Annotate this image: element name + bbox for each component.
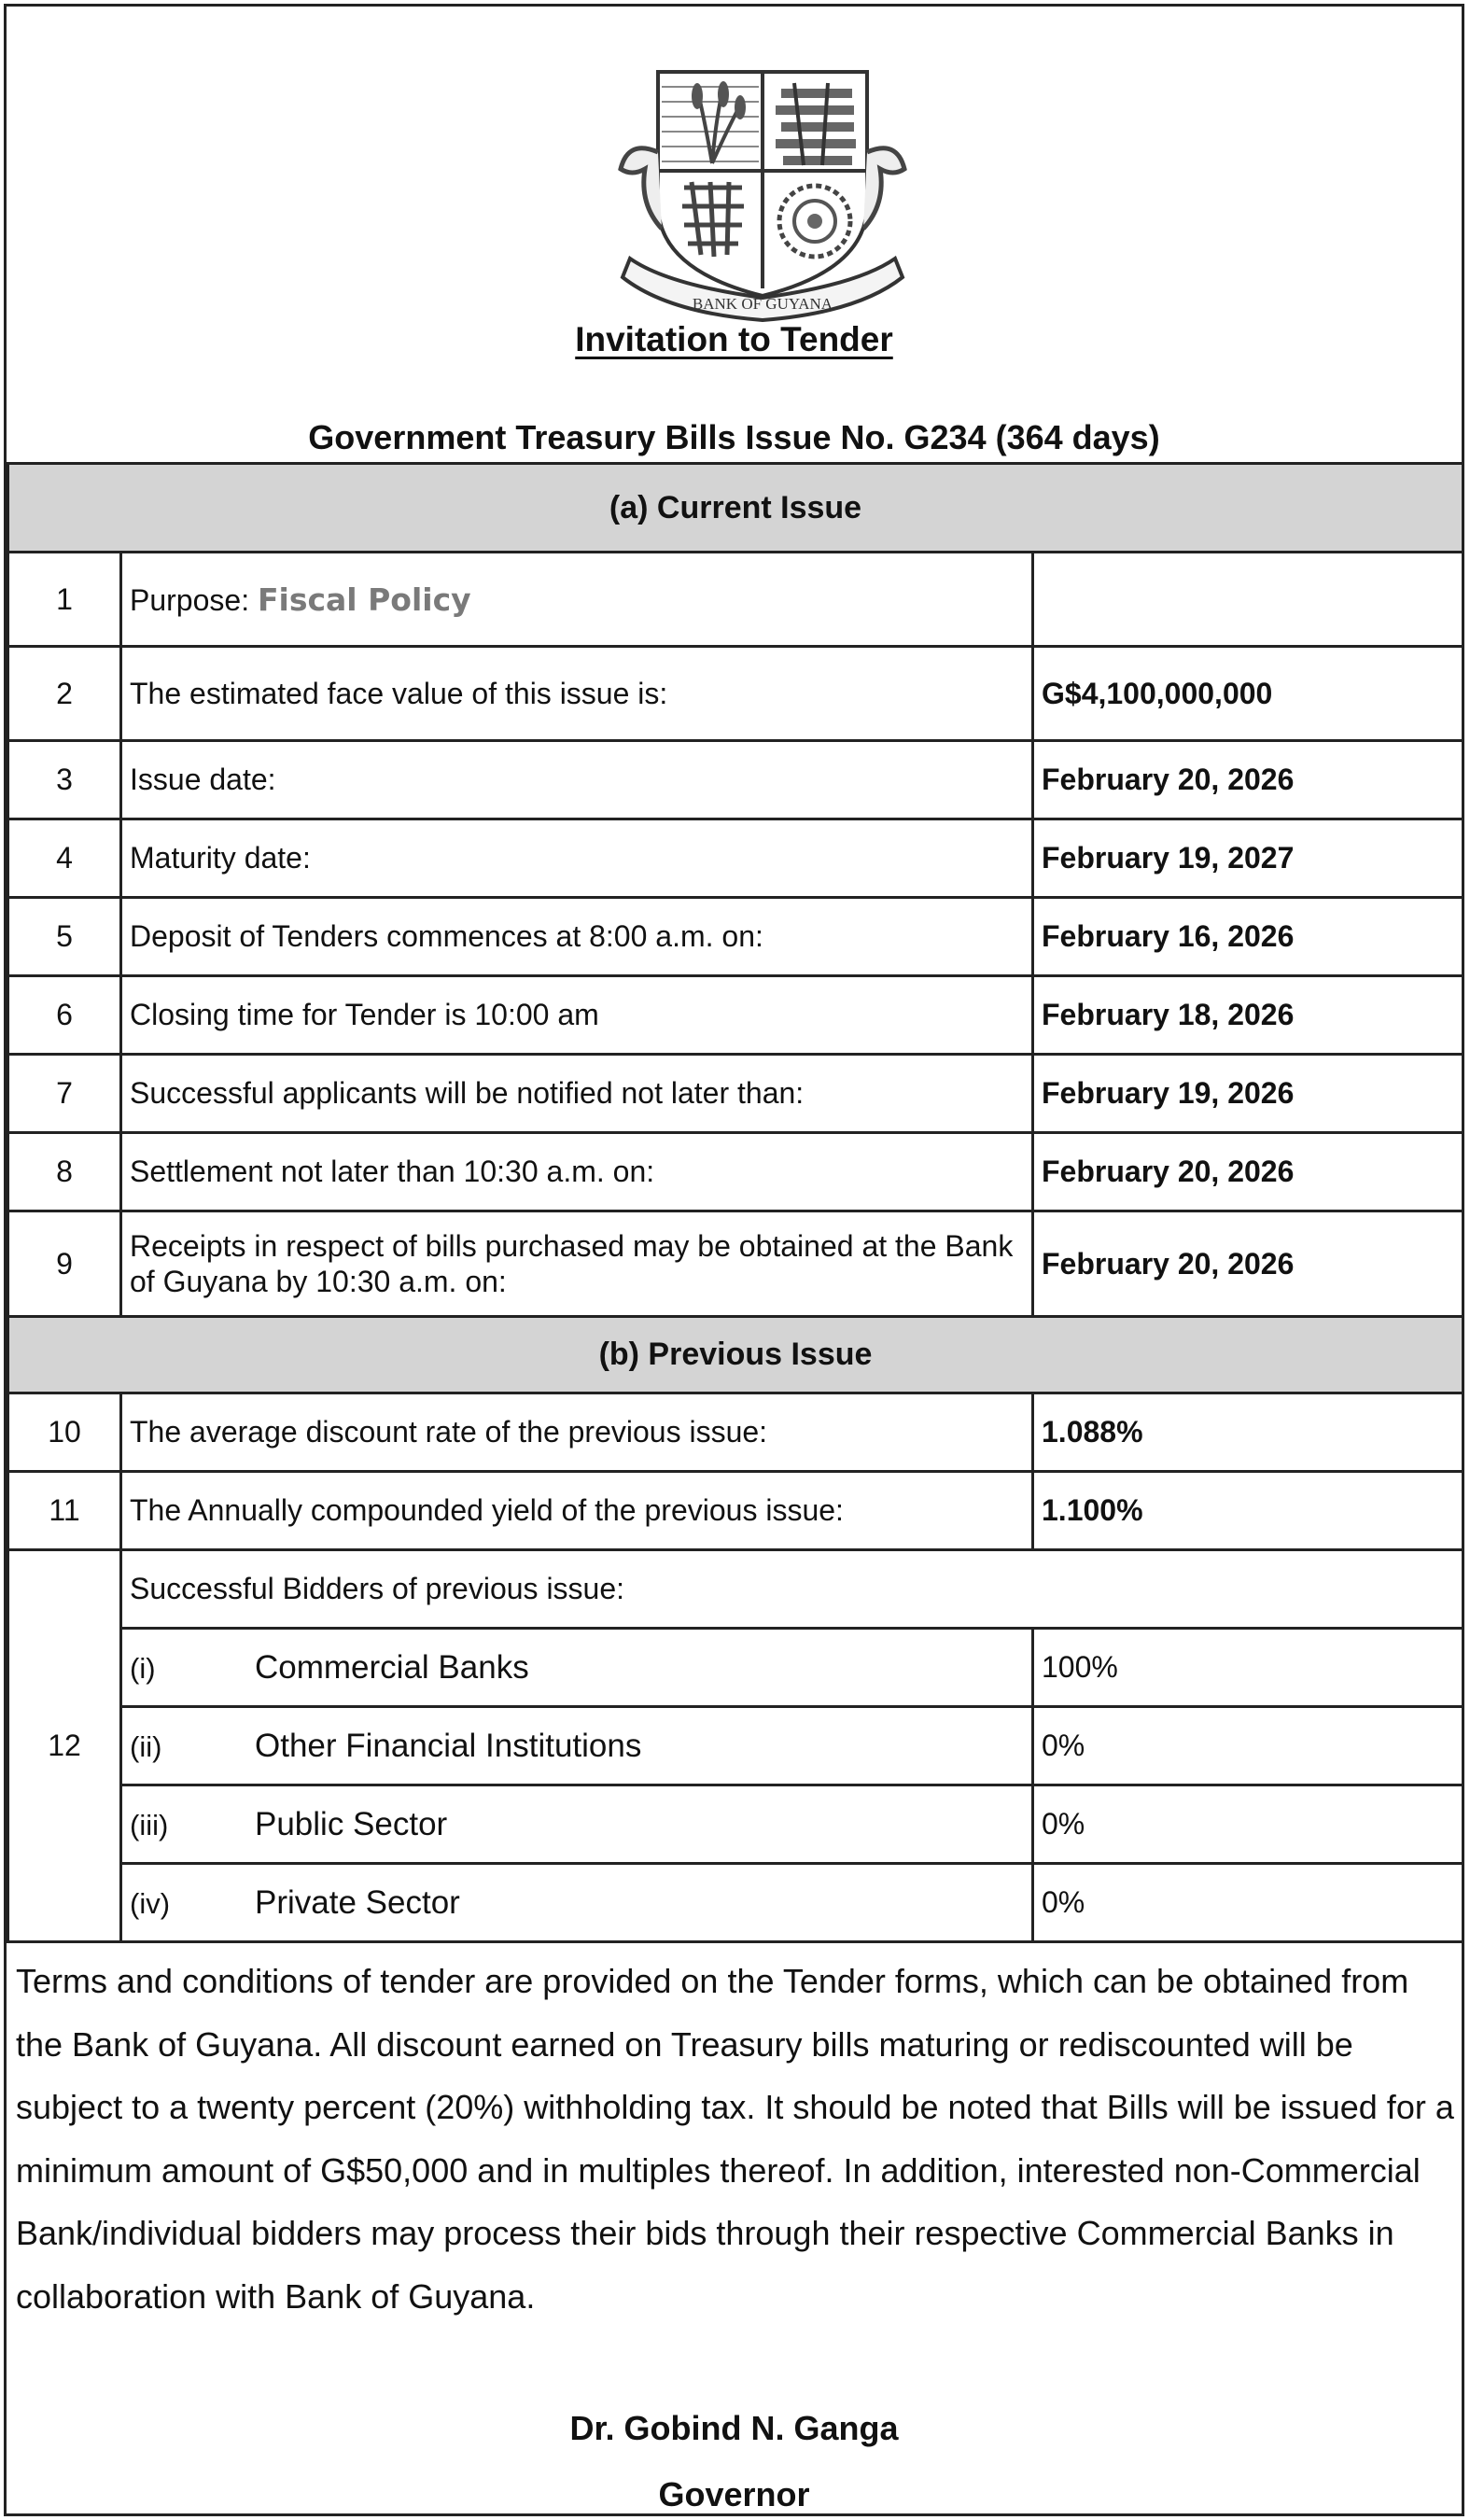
table-row [8, 1550, 1463, 1629]
table-row [8, 647, 1463, 741]
bidder-share: 100% [1033, 1629, 1463, 1707]
bidder-name: Private Sector [255, 1883, 460, 1921]
crest-motto: BANK OF GUYANA [692, 295, 833, 313]
table-row [8, 1133, 1463, 1211]
row-label: Successful applicants will be notified not later than: [121, 1055, 1033, 1133]
bidder-share: 0% [1033, 1864, 1463, 1942]
row-label: Closing time for Tender is 10:00 am [121, 976, 1033, 1055]
tender-details-table [7, 462, 1464, 1943]
row-label: The average discount rate of the previous issue: [121, 1393, 1033, 1472]
row-value: G$4,100,000,000 [1033, 647, 1463, 741]
table-row [8, 1055, 1463, 1133]
row-number: 7 [8, 1055, 121, 1133]
row-value: 1.088% [1033, 1393, 1463, 1472]
row-value: February 16, 2026 [1033, 898, 1463, 976]
row-value: 1.100% [1033, 1472, 1463, 1550]
bidder-row [8, 1707, 1463, 1785]
bidder-cell [121, 1785, 1033, 1864]
bidder-cell [121, 1629, 1033, 1707]
purpose-label: Purpose: [130, 582, 250, 617]
bidder-row [8, 1629, 1463, 1707]
signatory-title: Governor [658, 2475, 810, 2513]
table-row [8, 1211, 1463, 1317]
row-number: 6 [8, 976, 121, 1055]
section-heading: (a) Current Issue [8, 464, 1463, 553]
table-row [8, 553, 1463, 647]
row-value [1033, 553, 1463, 647]
table-row [8, 741, 1463, 819]
notice-header [7, 7, 1462, 462]
row-value: February 20, 2026 [1033, 1133, 1463, 1211]
bank-of-guyana-crest-icon [611, 64, 914, 324]
purpose-cell [121, 553, 1033, 647]
row-number: 3 [8, 741, 121, 819]
row-label: The Annually compounded yield of the previous issue: [121, 1472, 1033, 1550]
row-value: February 19, 2027 [1033, 819, 1463, 898]
section-previous-issue [8, 1317, 1463, 1393]
tender-notice [4, 4, 1464, 2516]
bidder-name: Public Sector [255, 1805, 448, 1842]
row-label: Maturity date: [121, 819, 1033, 898]
row-label: Deposit of Tenders commences at 8:00 a.m. on: [121, 898, 1033, 976]
section-current-issue [8, 464, 1463, 553]
table-row [8, 976, 1463, 1055]
row-label: Receipts in respect of bills purchased may be obtained at the Bank of Guyana by 10:30 a.m. on: [121, 1211, 1033, 1317]
bidder-code: (iv) [130, 1886, 171, 1920]
row-value: February 19, 2026 [1033, 1055, 1463, 1133]
page-title: Invitation to Tender [575, 320, 893, 358]
table-row [8, 1393, 1463, 1472]
table-row [8, 898, 1463, 976]
row-number: 12 [8, 1550, 121, 1942]
bidder-row [8, 1864, 1463, 1942]
bidder-name: Commercial Banks [255, 1648, 529, 1686]
row-value: February 18, 2026 [1033, 976, 1463, 1055]
row-number: 9 [8, 1211, 121, 1317]
bidder-share: 0% [1033, 1785, 1463, 1864]
bidder-cell [121, 1864, 1033, 1942]
bidder-cell [121, 1707, 1033, 1785]
row-number: 10 [8, 1393, 121, 1472]
row-label: Issue date: [121, 741, 1033, 819]
row-number: 8 [8, 1133, 121, 1211]
row-number: 4 [8, 819, 121, 898]
issue-subtitle: Government Treasury Bills Issue No. G234 (364 days) [308, 418, 1160, 456]
row-number: 5 [8, 898, 121, 976]
bidder-row [8, 1785, 1463, 1864]
bidder-code: (iii) [130, 1808, 169, 1841]
section-heading: (b) Previous Issue [8, 1317, 1463, 1393]
row-number: 11 [8, 1472, 121, 1550]
bidder-code: (i) [130, 1651, 156, 1685]
bidder-share: 0% [1033, 1707, 1463, 1785]
row-label: Settlement not later than 10:30 a.m. on: [121, 1133, 1033, 1211]
table-row [8, 1472, 1463, 1550]
row-value: February 20, 2026 [1033, 1211, 1463, 1317]
bidder-code: (ii) [130, 1729, 162, 1763]
row-number: 1 [8, 553, 121, 647]
purpose-value: Fiscal Policy [257, 581, 471, 618]
row-label: The estimated face value of this issue is: [121, 647, 1033, 741]
bidder-name: Other Financial Institutions [255, 1727, 642, 1764]
table-row [8, 819, 1463, 898]
signatory-name: Dr. Gobind N. Ganga [569, 2409, 899, 2447]
row-number: 2 [8, 647, 121, 741]
bidders-label: Successful Bidders of previous issue: [121, 1550, 1463, 1629]
terms-paragraph: Terms and conditions of tender are provided on the Tender forms, which can be obtained from the Bank of Guyana. All discount earned on Treasury bills maturing or rediscounted will be subject to a twenty percent (20%) withholding tax. It should be noted that Bills will be issued for a minimum amount of G$50,000 and in multiples thereof. In addition, interested non-Commercial Bank/individual bidders may process their bids through their respective Commercial Banks in collaboration with Bank of Guyana. [16, 1962, 1454, 2316]
row-value: February 20, 2026 [1033, 741, 1463, 819]
